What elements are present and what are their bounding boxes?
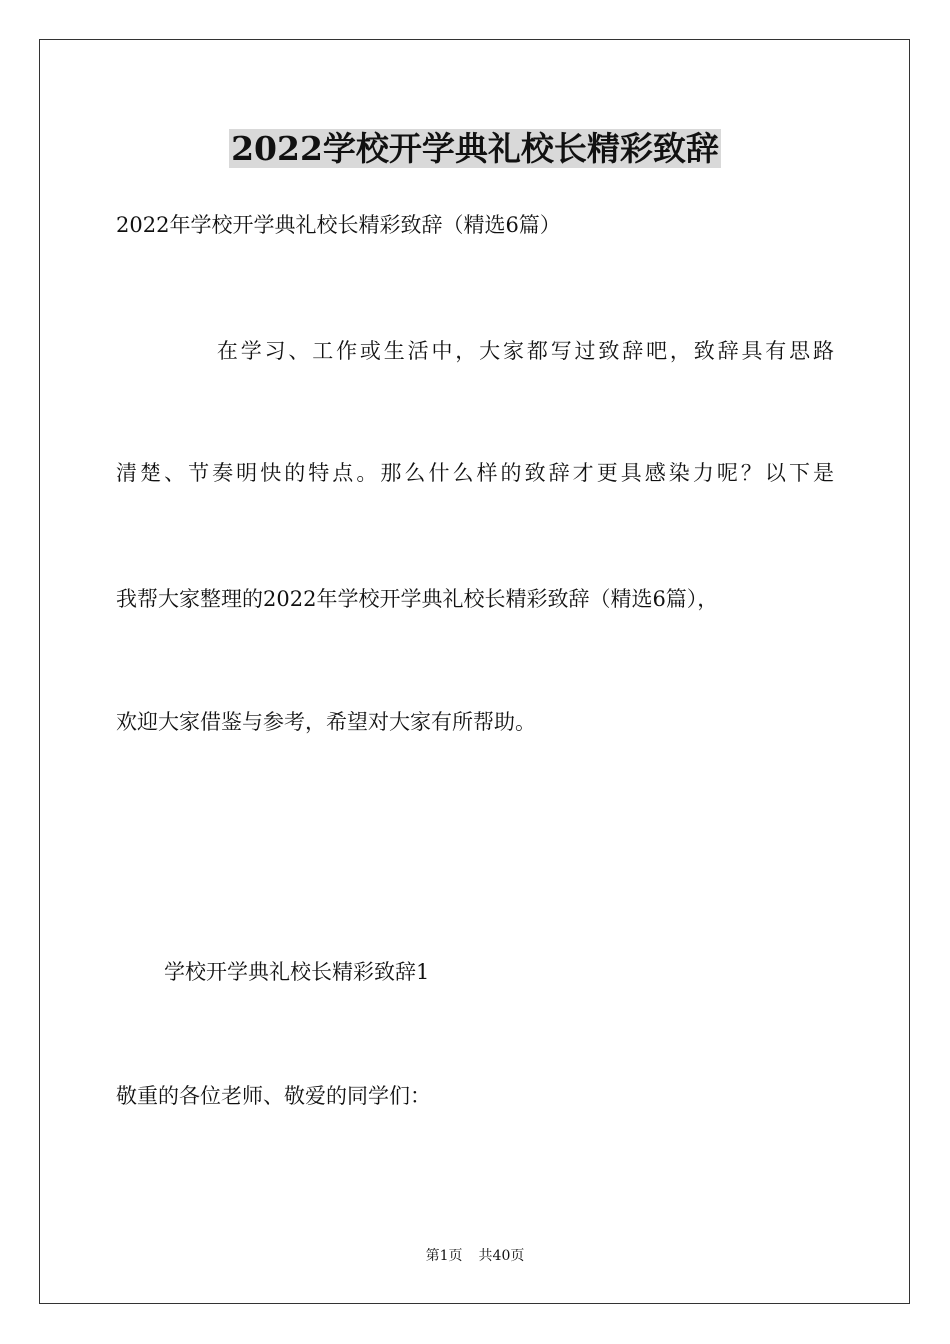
document-title: [0, 126, 950, 172]
intro-paragraph-line-1: [116, 336, 834, 366]
intro-paragraph-line-2: 清楚、节奏明快的特点。那么什么样的致辞才更具感染力呢？以下是: [116, 461, 834, 485]
speech-greeting: 敬重的各位老师、敬爱的同学们：: [116, 1084, 431, 1108]
document-subtitle: 2022年学校开学典礼校长精彩致辞（精选6篇）: [116, 213, 561, 237]
page-number: 第1页: [425, 1248, 463, 1264]
page-total: 共40页: [478, 1248, 525, 1264]
page-footer: [0, 1247, 950, 1265]
section-heading: 学校开学典礼校长精彩致辞1: [164, 960, 430, 984]
intro-paragraph-line-4: 欢迎大家借鉴与参考，希望对大家有所帮助。: [116, 710, 536, 734]
intro-paragraph-line-1-text: 在学习、工作或生活中，大家都写过致辞吧，致辞具有思路: [214, 339, 834, 363]
intro-paragraph-line-3: 我帮大家整理的2022年学校开学典礼校长精彩致辞（精选6篇），: [116, 587, 719, 611]
document-title-text: 2022学校开学典礼校长精彩致辞: [231, 129, 719, 168]
